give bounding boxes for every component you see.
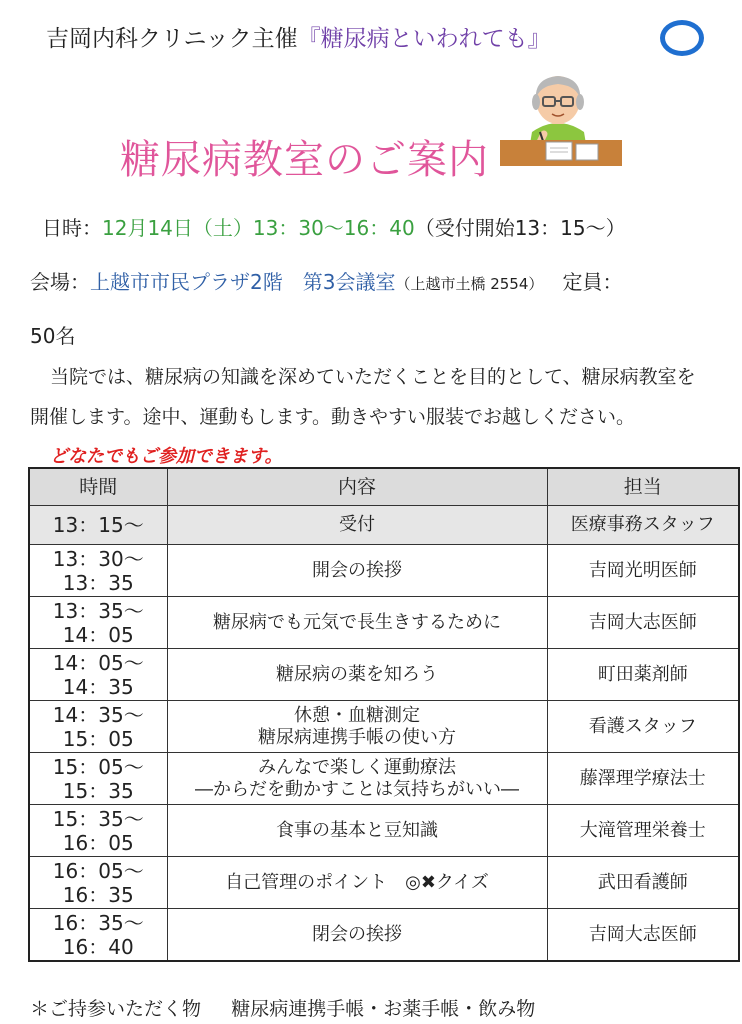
table-row [29, 506, 739, 545]
content-line-1: 開会の挨拶 [312, 559, 402, 581]
cell-time [29, 597, 167, 649]
content-line-1: みんなで楽しく運動療法 [258, 756, 456, 778]
cell-time [29, 805, 167, 857]
intro-line-1: 当院では、糖尿病の知識を深めていただくことを目的として、糖尿病教室を [50, 366, 696, 388]
cell-time [29, 909, 167, 962]
time-end: 16：35 [62, 882, 134, 907]
cell-staff: 武田看護師 [547, 857, 739, 909]
cell-content [167, 909, 547, 962]
content-line-1: 閉会の挨拶 [312, 923, 402, 945]
cell-content [167, 805, 547, 857]
time-end: 15：05 [62, 726, 134, 751]
venue-value: 上越市市民プラザ2階 第3会議室 [90, 270, 396, 294]
content-line-2: ―からだを動かすことは気持ちがいい― [195, 778, 519, 800]
cell-staff: 吉岡光明医師 [547, 545, 739, 597]
table-row [29, 805, 739, 857]
time-start: 16：35〜 [52, 910, 144, 935]
cell-staff: 大滝管理栄養士 [547, 805, 739, 857]
capacity-value: 50名 [30, 324, 76, 348]
datetime-value: 12月14日（土）13：30〜16：40 [102, 216, 415, 240]
content-line-1: 自己管理のポイント ◎✖クイズ [225, 871, 489, 893]
cell-staff: 看護スタッフ [547, 701, 739, 753]
time-start: 13：30〜 [52, 546, 144, 571]
event-venue [30, 266, 622, 295]
content-line-2: 糖尿病連携手帳の使い方 [258, 726, 456, 748]
time-start: 16：05〜 [52, 858, 144, 883]
cell-content [167, 701, 547, 753]
time-start: 15：05〜 [52, 754, 144, 779]
time-end: 13：35 [62, 570, 134, 595]
time-start: 13：35〜 [52, 598, 144, 623]
event-datetime [42, 212, 626, 241]
reception-start: （受付開始13：15〜） [414, 216, 626, 240]
time-end: 15：35 [62, 778, 134, 803]
column-header-time: 時間 [29, 468, 167, 506]
schedule-table [28, 467, 740, 962]
bring-list: 糖尿病連携手帳・お薬手帳・飲み物 [231, 998, 536, 1020]
cell-content: 受付 [167, 506, 547, 545]
cell-content [167, 857, 547, 909]
table-row [29, 753, 739, 805]
content-line-1: 糖尿病でも元気で長生きするために [213, 611, 501, 633]
cell-staff: 藤澤理学療法士 [547, 753, 739, 805]
bring-items [30, 994, 535, 1021]
cell-content [167, 753, 547, 805]
column-header-content: 内容 [167, 468, 547, 506]
cell-content [167, 649, 547, 701]
time-start: 14：05〜 [52, 650, 144, 675]
time-start: 14：35〜 [52, 702, 144, 727]
cell-staff: 町田薬剤師 [547, 649, 739, 701]
table-row [29, 909, 739, 962]
cell-staff: 吉岡大志医師 [547, 597, 739, 649]
cell-staff: 医療事務スタッフ [547, 506, 739, 545]
cell-time [29, 545, 167, 597]
series-title: 『糖尿病といわれても』 [297, 26, 551, 52]
bring-label: ＊ご持参いただく物 [30, 998, 202, 1020]
everyone-notice: どなたでもご参加できます。 [50, 446, 283, 467]
table-row [29, 857, 739, 909]
table-row [29, 701, 739, 753]
table-header-row [29, 468, 739, 506]
organizer-text: 吉岡内科クリニック主催 [46, 26, 298, 52]
venue-label: 会場： [30, 270, 90, 294]
cell-content [167, 597, 547, 649]
cell-time [29, 649, 167, 701]
table-row [29, 597, 739, 649]
cell-time [29, 857, 167, 909]
table-row [29, 649, 739, 701]
content-line-1: 食事の基本と豆知識 [276, 819, 438, 841]
capacity-label: 定員： [562, 270, 623, 294]
venue-address: （上越市土橋 2554） [395, 275, 544, 293]
cell-time [29, 701, 167, 753]
intro-line-2: 開催します。途中、運動もします。動きやすい服装でお越しください。 [30, 406, 635, 428]
time-start: 15：35〜 [52, 806, 144, 831]
cell-content [167, 545, 547, 597]
time-end: 14：35 [62, 674, 134, 699]
datetime-label: 日時： [42, 216, 102, 240]
doctor-at-desk-icon [500, 70, 622, 170]
table-row [29, 545, 739, 597]
content-line-1: 休憩・血糖測定 [294, 704, 420, 726]
cell-time: 13：15〜 [29, 506, 167, 545]
cell-staff: 吉岡大志医師 [547, 909, 739, 962]
column-header-staff: 担当 [547, 468, 739, 506]
page-title: 糖尿病教室のご案内 [120, 137, 489, 183]
time-end: 16：05 [62, 830, 134, 855]
time-end: 14：05 [62, 622, 134, 647]
time-end: 16：40 [62, 934, 134, 959]
ring-mark-icon [660, 20, 704, 56]
cell-time [29, 753, 167, 805]
content-line-1: 糖尿病の薬を知ろう [276, 663, 438, 685]
flyer-header [46, 20, 551, 53]
